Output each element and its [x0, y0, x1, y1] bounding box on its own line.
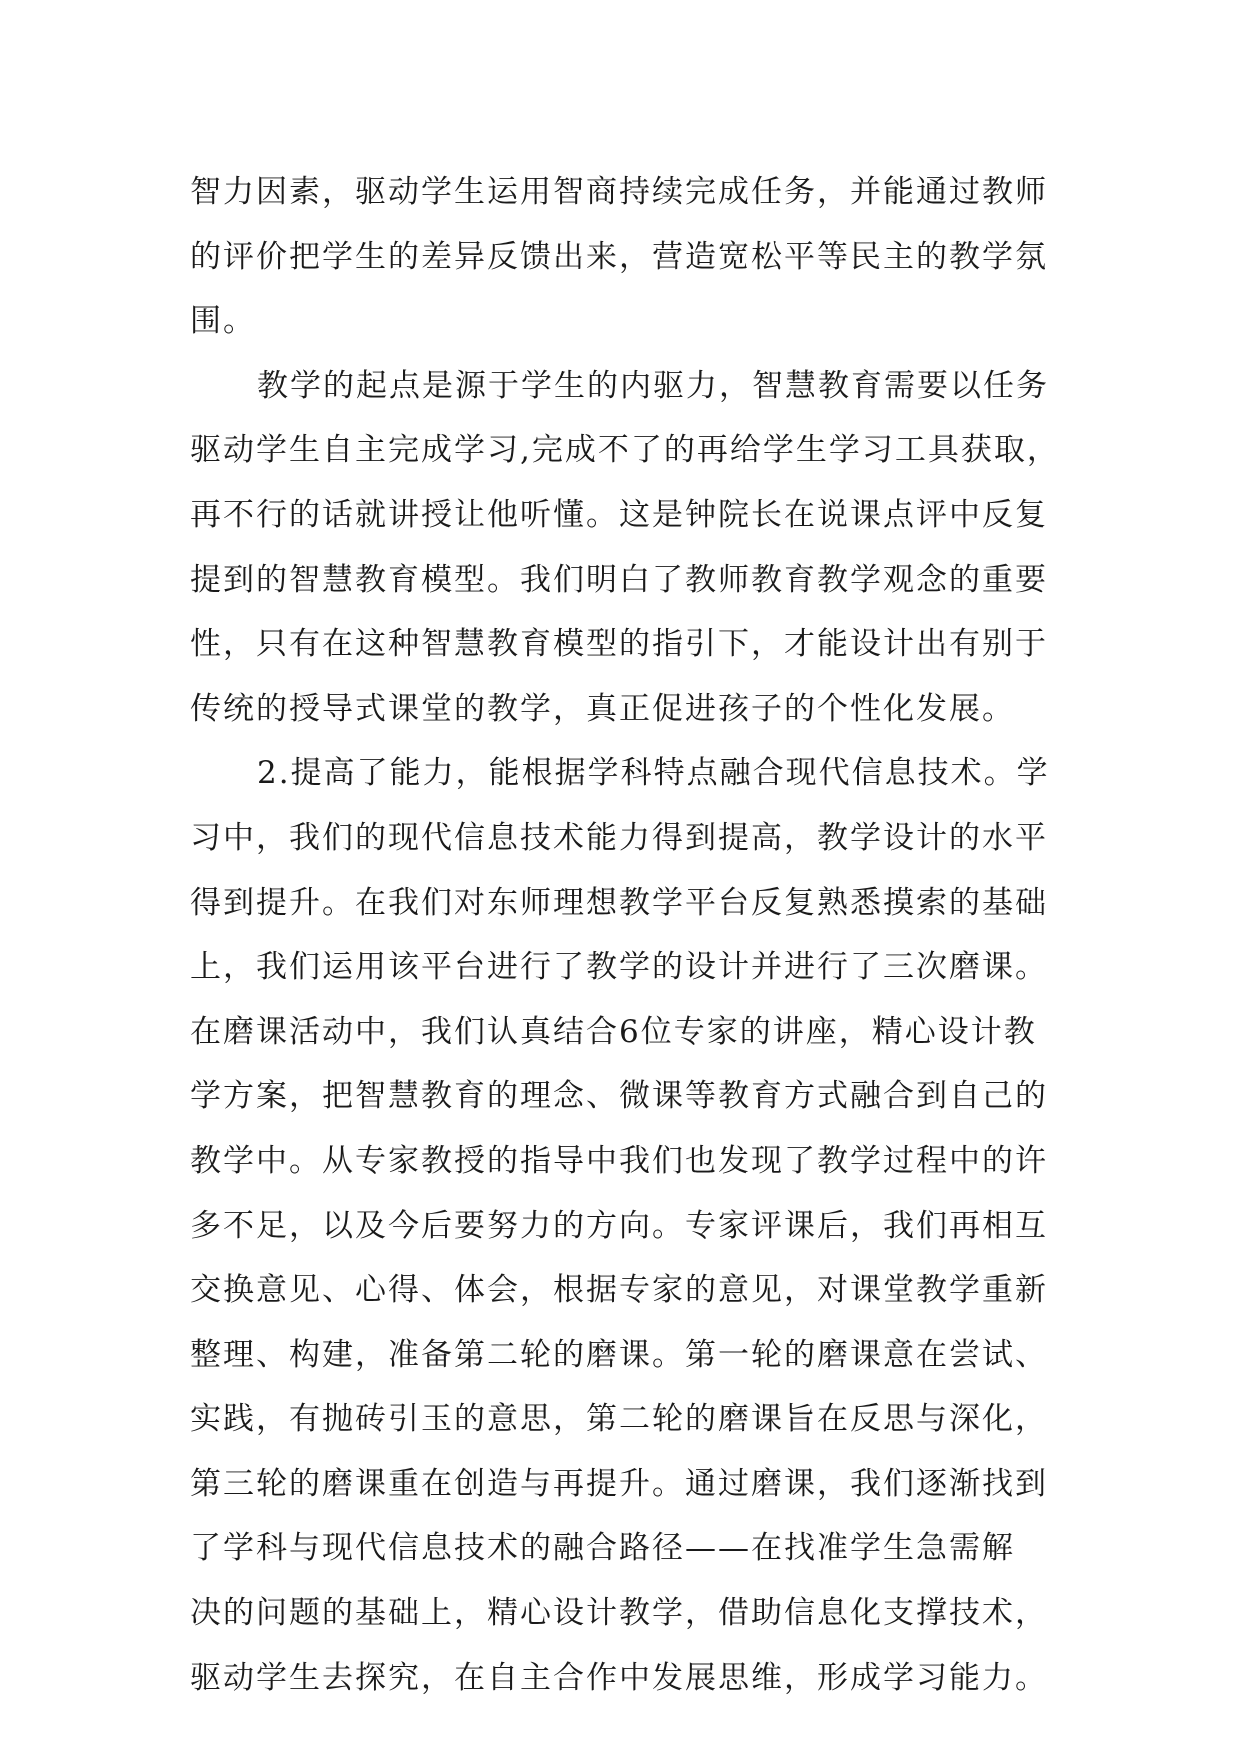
text-line: 交换意见、心得、体会，根据专家的意见，对课堂教学重新 [190, 1272, 1048, 1309]
text-line: 智力因素，驱动学生运用智商持续完成任务，并能通过教师 [190, 174, 1048, 210]
text-line: 上，我们运用该平台进行了教学的设计并进行了三次磨课。 [190, 949, 1048, 986]
text-line: 性，只有在这种智慧教育模型的指引下，才能设计出有别于 [190, 626, 1048, 663]
document-body [190, 160, 1070, 1710]
text-line: 第三轮的磨课重在创造与再提升。通过磨课，我们逐渐找到 [190, 1465, 1048, 1502]
text-line: 驱动学生自主完成学习,完成不了的再给学生学习工具获取， [190, 432, 1060, 469]
text-line: 决的问题的基础上，精心设计教学，借助信息化支撑技术， [190, 1595, 1048, 1632]
text-line: 了学科与现代信息技术的融合路径——在找准学生急需解 [190, 1530, 1015, 1567]
text-line: 教学中。从专家教授的指导中我们也发现了教学过程中的许 [190, 1142, 1048, 1179]
text-line: 在磨课活动中，我们认真结合6位专家的讲座，精心设计教 [190, 1013, 1037, 1050]
text-line: 驱动学生去探究，在自主合作中发展思维，形成学习能力。 [190, 1659, 1048, 1696]
text-line: 多不足，以及今后要努力的方向。专家评课后，我们再相互 [190, 1207, 1048, 1244]
text-line: 提到的智慧教育模型。我们明白了教师教育教学观念的重要 [190, 561, 1048, 598]
text-line: 学方案，把智慧教育的理念、微课等教育方式融合到自己的 [190, 1078, 1048, 1115]
text-line: 整理、构建，准备第二轮的磨课。第一轮的磨课意在尝试、 [190, 1336, 1048, 1373]
paragraph-start-line: 2.提高了能力，能根据学科特点融合现代信息技术。学 [257, 755, 1050, 792]
text-line: 的评价把学生的差异反馈出来，营造宽松平等民主的教学氛 [190, 238, 1048, 275]
text-line: 再不行的话就讲授让他听懂。这是钟院长在说课点评中反复 [190, 496, 1048, 533]
paragraph-start-line: 教学的起点是源于学生的内驱力，智慧教育需要以任务 [257, 367, 1049, 404]
text-line: 习中，我们的现代信息技术能力得到提高，教学设计的水平 [190, 819, 1048, 856]
text-line: 传统的授导式课堂的教学，真正促进孩子的个性化发展。 [190, 690, 1015, 727]
text-line: 实践，有抛砖引玉的意思，第二轮的磨课旨在反思与深化， [190, 1401, 1048, 1438]
text-line: 围。 [190, 303, 256, 340]
text-line: 得到提升。在我们对东师理想教学平台反复熟悉摸索的基础 [190, 884, 1048, 921]
